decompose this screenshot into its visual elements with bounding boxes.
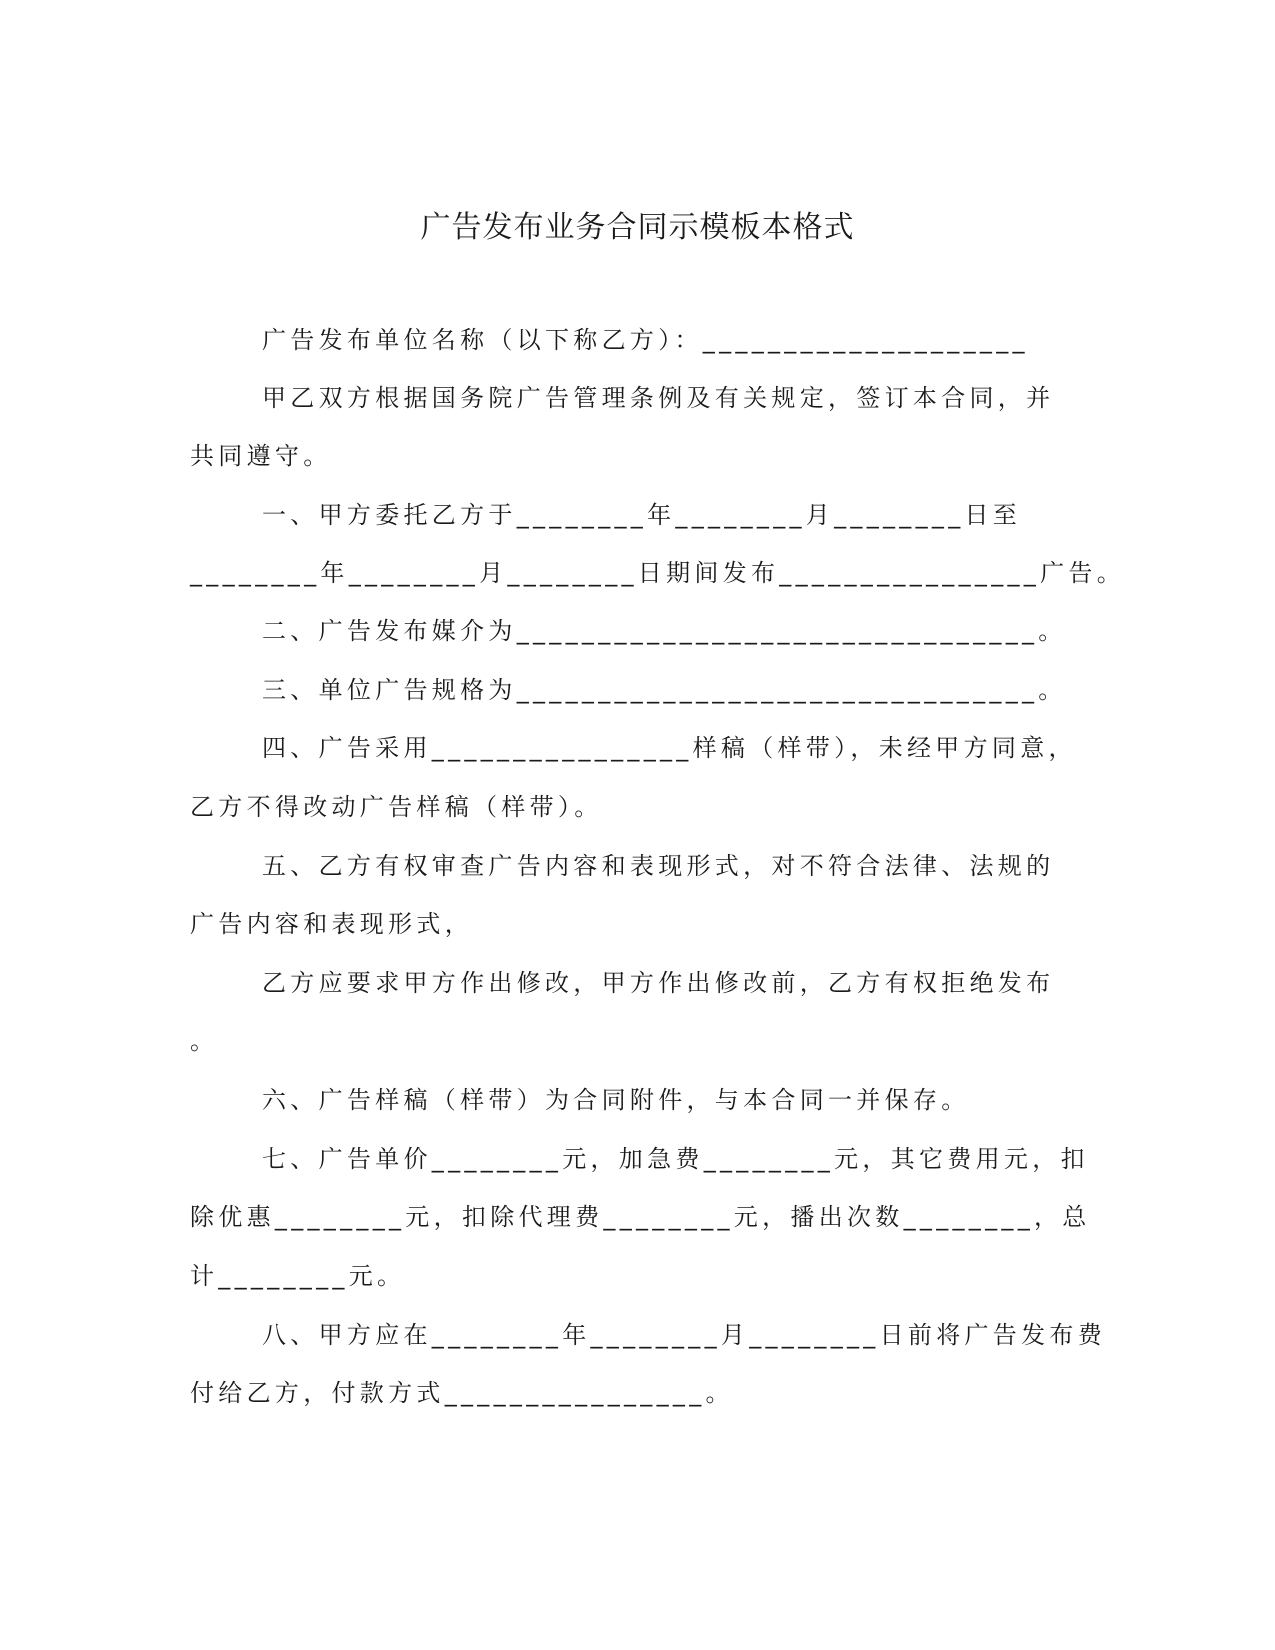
clause-7-line-cont-2: 计________元。 [190,1262,406,1290]
document-title: 广告发布业务合同示模板本格式 [420,210,855,245]
clause-7-line: 七、广告单价________元，加急费________元，其它费用元，扣 [262,1145,1089,1173]
clause-5-line-cont: 广告内容和表现形式， [190,910,473,938]
clause-4-line: 四、广告采用________________样稿（样带），未经甲方同意， [262,734,1077,762]
clause-5-line-2-cont: 。 [190,1027,219,1055]
clause-5-line-2: 乙方应要求甲方作出修改，甲方作出修改前，乙方有权拒绝发布 [262,969,1055,997]
clause-4-line-cont: 乙方不得改动广告样稿（样带）。 [190,793,603,821]
clause-3-line: 三、单位广告规格为________________________________。 [262,676,1067,704]
paragraph-line-agreement-cont: 共同遵守。 [190,442,332,470]
clause-5-line: 五、乙方有权审查广告内容和表现形式，对不符合法律、法规的 [262,852,1055,880]
paragraph-line-agreement: 甲乙双方根据国务院广告管理条例及有关规定，签订本合同，并 [262,384,1055,412]
clause-1-line-cont: ________年________月________日期间发布________________广告。 [190,559,1125,587]
paragraph-line-publisher-name: 广告发布单位名称（以下称乙方）：____________________ [262,326,1029,354]
clause-2-line: 二、广告发布媒介为________________________________。 [262,617,1067,645]
clause-7-line-cont: 除优惠________元，扣除代理费________元，播出次数________，总 [190,1203,1091,1231]
clause-8-line-cont: 付给乙方，付款方式________________。 [190,1379,734,1407]
clause-6-line: 六、广告样稿（样带）为合同附件，与本合同一并保存。 [262,1086,970,1114]
clause-1-line: 一、甲方委托乙方于________年________月________日至 [262,501,1022,529]
clause-8-line: 八、甲方应在________年________月________日前将广告发布费 [262,1321,1106,1349]
